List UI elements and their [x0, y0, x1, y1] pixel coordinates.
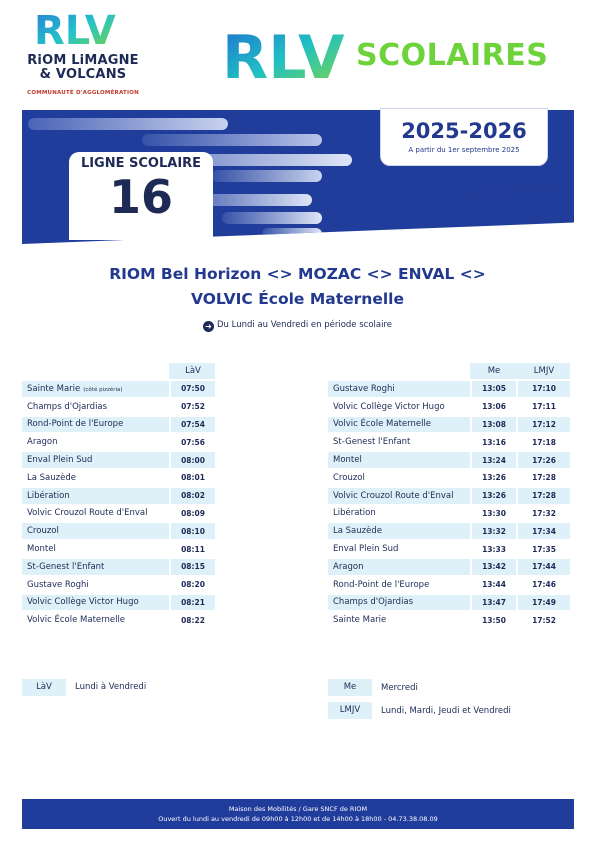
table-row: [328, 595, 570, 611]
stop-name: [328, 595, 470, 611]
info-website-link[interactable]: Plus d'infos sur www.rlv-mobilites.fr: [462, 185, 561, 198]
stop-name: [328, 541, 470, 557]
departure-time: 08:09: [171, 506, 215, 522]
departure-time: 07:50: [171, 381, 215, 397]
departure-time: 08:21: [171, 595, 215, 611]
stop-name-text: Volvic Crouzol Route d'Enval: [333, 490, 454, 501]
departure-time: 13:47: [472, 595, 516, 611]
table-row: [22, 417, 215, 433]
stop-name-text: Enval Plein Sud: [27, 455, 93, 466]
stop-name-text: Volvic Collège Victor Hugo: [333, 401, 445, 412]
table-row: [22, 541, 215, 557]
stop-name: [328, 488, 470, 504]
brand-name: [18, 54, 148, 82]
departure-time: 17:12: [518, 417, 570, 433]
departure-time: 17:44: [518, 559, 570, 575]
legend-text-lmjv: Lundi, Mardi, Jeudi et Vendredi: [381, 706, 511, 716]
stop-name-text: Volvic École Maternelle: [27, 615, 126, 626]
stop-name: [328, 381, 470, 397]
table-row: [328, 541, 570, 557]
departure-time: 17:35: [518, 541, 570, 557]
line-card: [69, 152, 213, 240]
legend-text-lav: Lundi à Vendredi: [75, 682, 147, 692]
line-number: 16: [108, 170, 173, 224]
table-header-row: [328, 363, 570, 379]
stop-name-text: Enval Plein Sud: [333, 544, 399, 555]
table-row: [22, 595, 215, 611]
stop-name-text: Sainte Marie: [333, 615, 387, 626]
departure-time: 08:01: [171, 470, 215, 486]
table-row: [328, 577, 570, 593]
table-row: [22, 612, 215, 628]
departure-time: 17:32: [518, 506, 570, 522]
legend-text-me: Mercredi: [381, 683, 418, 693]
timetable-outbound: [22, 361, 215, 630]
table-row: [328, 612, 570, 628]
stop-name-text: Volvic École Maternelle: [333, 419, 432, 430]
stop-name-text: Montel: [333, 455, 362, 466]
stop-name-text: Crouzol: [333, 472, 365, 483]
stop-name-text: Champs d'Ojardias: [27, 401, 108, 412]
brand-name-line2: & VOLCANS: [39, 67, 127, 82]
stop-name-text: Aragon: [333, 561, 364, 572]
departure-time: 17:10: [518, 381, 570, 397]
timetable-inbound: [328, 361, 570, 630]
departure-time: 13:24: [472, 452, 516, 468]
departure-time: 13:26: [472, 488, 516, 504]
departure-time: 13:33: [472, 541, 516, 557]
legend-code-me: Me: [328, 679, 372, 696]
table-row: [22, 381, 215, 397]
departure-time: 13:44: [472, 577, 516, 593]
departure-time: 08:22: [171, 612, 215, 628]
table-row: [22, 452, 215, 468]
operating-days-text: Du Lundi au Vendredi en période scolaire: [216, 320, 392, 330]
banner-streak: [142, 134, 322, 146]
departure-time: 08:15: [171, 559, 215, 575]
banner-streak: [262, 228, 322, 240]
departure-time: 08:10: [171, 523, 215, 539]
stop-name: [328, 559, 470, 575]
stop-name: [328, 452, 470, 468]
brand-name-line1: RiOM LiMAGNE: [27, 53, 139, 68]
departure-time: 13:30: [472, 506, 516, 522]
route-title-line2: VOLVIC École Maternelle: [191, 290, 404, 308]
stop-name-text: La Sauzède: [333, 526, 382, 537]
departure-time: 08:20: [171, 577, 215, 593]
table-row: [328, 488, 570, 504]
table-row: [22, 559, 215, 575]
stop-name: [22, 559, 169, 575]
banner-streak: [212, 170, 322, 182]
rlv-logo-large: [222, 24, 348, 86]
school-year-box: [380, 108, 548, 166]
stop-name: [22, 523, 169, 539]
banner-streak: [28, 118, 228, 130]
departure-time: 13:26: [472, 470, 516, 486]
operating-days: [0, 320, 595, 332]
stop-name: [328, 612, 470, 628]
departure-time: 17:11: [518, 399, 570, 415]
stop-name: [22, 452, 169, 468]
rlv-logo-small: [34, 10, 120, 50]
departure-time: 17:52: [518, 612, 570, 628]
column-header-me: Me: [472, 363, 516, 379]
column-header-lav: LàV: [171, 363, 215, 379]
route-title-line1: RIOM Bel Horizon <> MOZAC <> ENVAL <>: [109, 265, 486, 283]
departure-time: 13:50: [472, 612, 516, 628]
stop-name-text: St-Genest l'Enfant: [333, 437, 411, 448]
stop-name: [328, 523, 470, 539]
departure-time: 13:16: [472, 434, 516, 450]
legend-code-lmjv: LMJV: [328, 702, 372, 719]
stop-name-text: Montel: [27, 544, 56, 555]
table-row: [22, 434, 215, 450]
stop-name: [22, 612, 169, 628]
stop-name: [22, 488, 169, 504]
stop-name: [328, 506, 470, 522]
table-row: [328, 470, 570, 486]
table-row: [22, 399, 215, 415]
legend-code-lav: LàV: [22, 679, 66, 696]
table-row: [328, 523, 570, 539]
stop-name: [22, 470, 169, 486]
line-label: LIGNE SCOLAIRE: [80, 156, 202, 171]
departure-time: 17:34: [518, 523, 570, 539]
table-row: [22, 577, 215, 593]
stop-name-text: Rond-Point de l'Europe: [333, 579, 430, 590]
departure-time: 13:32: [472, 523, 516, 539]
brand-subtitle: COMMUNAUTÉ D'AGGLOMÉRATION: [27, 90, 139, 96]
school-year: 2025-2026: [401, 119, 527, 143]
table-row: [22, 470, 215, 486]
table-row: [328, 559, 570, 575]
footer-line2: Ouvert du lundi au vendredi de 09h00 à 12h00 et de 14h00 à 18h00 - 04.73.38.08.09: [158, 815, 438, 823]
table-header-row: [22, 363, 215, 379]
departure-time: 13:08: [472, 417, 516, 433]
stop-name-text: Aragon: [27, 437, 58, 448]
stop-name-text: Libération: [333, 508, 376, 519]
stop-name: [22, 417, 169, 433]
valid-from: A partir du 1er septembre 2025: [408, 146, 520, 154]
table-row: [328, 434, 570, 450]
footer-contact: [22, 799, 574, 829]
stop-name: [22, 381, 169, 397]
departure-time: 13:06: [472, 399, 516, 415]
stop-name-text: Gustave Roghi: [333, 383, 395, 394]
table-row: [22, 506, 215, 522]
departure-time: 07:56: [171, 434, 215, 450]
footer-line1: Maison des Mobilités / Gare SNCF de RIOM: [228, 805, 368, 813]
table-row: [328, 506, 570, 522]
departure-time: 07:54: [171, 417, 215, 433]
stop-name-text: Volvic Collège Victor Hugo: [27, 597, 139, 608]
table-row: [328, 399, 570, 415]
table-row: [22, 523, 215, 539]
stop-name: [22, 541, 169, 557]
stop-name-text: Champs d'Ojardias: [333, 597, 414, 608]
scolaires-title: SCOLAIRES: [356, 38, 549, 73]
departure-time: 08:11: [171, 541, 215, 557]
departure-time: 17:49: [518, 595, 570, 611]
stop-name-text: St-Genest l'Enfant: [27, 561, 105, 572]
departure-time: 07:52: [171, 399, 215, 415]
stop-name-text: La Sauzède: [27, 472, 76, 483]
timetable-inbound-body: [328, 381, 570, 628]
stop-note: (côté pizzéria): [83, 386, 123, 393]
stop-name-text: Sainte Marie: [27, 383, 81, 394]
arrow-right-icon: ➜: [203, 321, 214, 332]
stop-column-header: [328, 363, 470, 379]
banner-streak: [222, 212, 322, 224]
stop-name: [22, 399, 169, 415]
stop-name: [328, 417, 470, 433]
stop-name: [328, 434, 470, 450]
svg-text:RLV: RLV: [222, 24, 345, 86]
departure-time: 13:42: [472, 559, 516, 575]
stop-name: [22, 434, 169, 450]
departure-time: 17:28: [518, 470, 570, 486]
svg-text:RLV: RLV: [34, 10, 116, 50]
timetable-outbound-body: [22, 381, 215, 628]
departure-time: 17:28: [518, 488, 570, 504]
stop-name-text: Gustave Roghi: [27, 579, 89, 590]
departure-time: 17:18: [518, 434, 570, 450]
stop-name: [22, 595, 169, 611]
stop-name-text: Volvic Crouzol Route d'Enval: [27, 508, 148, 519]
stop-column-header: [22, 363, 169, 379]
column-header-lmjv: LMJV: [518, 363, 570, 379]
departure-time: 13:05: [472, 381, 516, 397]
stop-name: [328, 577, 470, 593]
rlv-brand-logo: [18, 10, 148, 100]
departure-time: 08:02: [171, 488, 215, 504]
departure-time: 17:46: [518, 577, 570, 593]
stop-name: [22, 577, 169, 593]
departure-time: 17:26: [518, 452, 570, 468]
table-row: [328, 417, 570, 433]
stop-name: [22, 506, 169, 522]
stop-name-text: Crouzol: [27, 526, 59, 537]
stop-name-text: Rond-Point de l'Europe: [27, 419, 124, 430]
table-row: [22, 488, 215, 504]
stop-name-text: Libération: [27, 490, 70, 501]
table-row: [328, 452, 570, 468]
table-row: [328, 381, 570, 397]
stop-name: [328, 470, 470, 486]
departure-time: 08:00: [171, 452, 215, 468]
stop-name: [328, 399, 470, 415]
